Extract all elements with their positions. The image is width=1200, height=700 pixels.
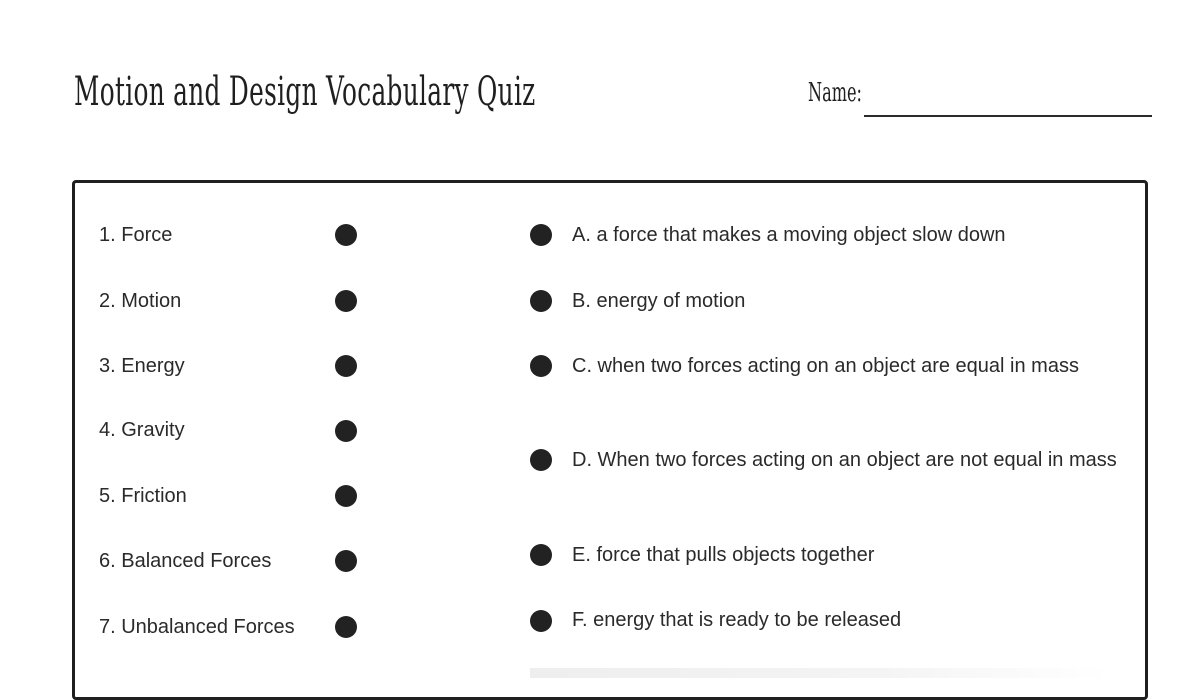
definition-connector-dot[interactable] [530,290,552,312]
definition-f: F. energy that is ready to be released [572,609,902,631]
definition-connector-dot[interactable] [530,610,552,632]
term-connector-dot[interactable] [335,355,357,377]
name-field-line[interactable] [864,115,1152,117]
term-connector-dot[interactable] [335,420,357,442]
definition-b: B. energy of motion [572,290,746,312]
definition-d: D. When two forces acting on an object are not equal in mass [572,449,1117,471]
definition-connector-dot[interactable] [530,355,552,377]
definition-e: E. force that pulls objects together [572,544,875,566]
definition-connector-dot[interactable] [530,544,552,566]
term-friction: 5. Friction [99,485,187,507]
definition-a: A. a force that makes a moving object slow down [572,224,1006,246]
term-energy: 3. Energy [99,355,185,377]
quiz-title: Motion and Design Vocabulary Quiz [74,69,536,115]
term-balanced-forces: 6. Balanced Forces [99,550,272,572]
term-motion: 2. Motion [99,290,182,312]
cut-off-row [530,668,1110,678]
term-connector-dot[interactable] [335,616,357,638]
term-connector-dot[interactable] [335,290,357,312]
term-unbalanced-forces: 7. Unbalanced Forces [99,616,295,638]
definition-c: C. when two forces acting on an object are equal in mass [572,355,1079,377]
term-gravity: 4. Gravity [99,419,185,441]
term-connector-dot[interactable] [335,550,357,572]
term-connector-dot[interactable] [335,224,357,246]
term-connector-dot[interactable] [335,485,357,507]
definition-connector-dot[interactable] [530,224,552,246]
name-label: Name: [808,78,862,108]
term-force: 1. Force [99,224,173,246]
definition-connector-dot[interactable] [530,449,552,471]
